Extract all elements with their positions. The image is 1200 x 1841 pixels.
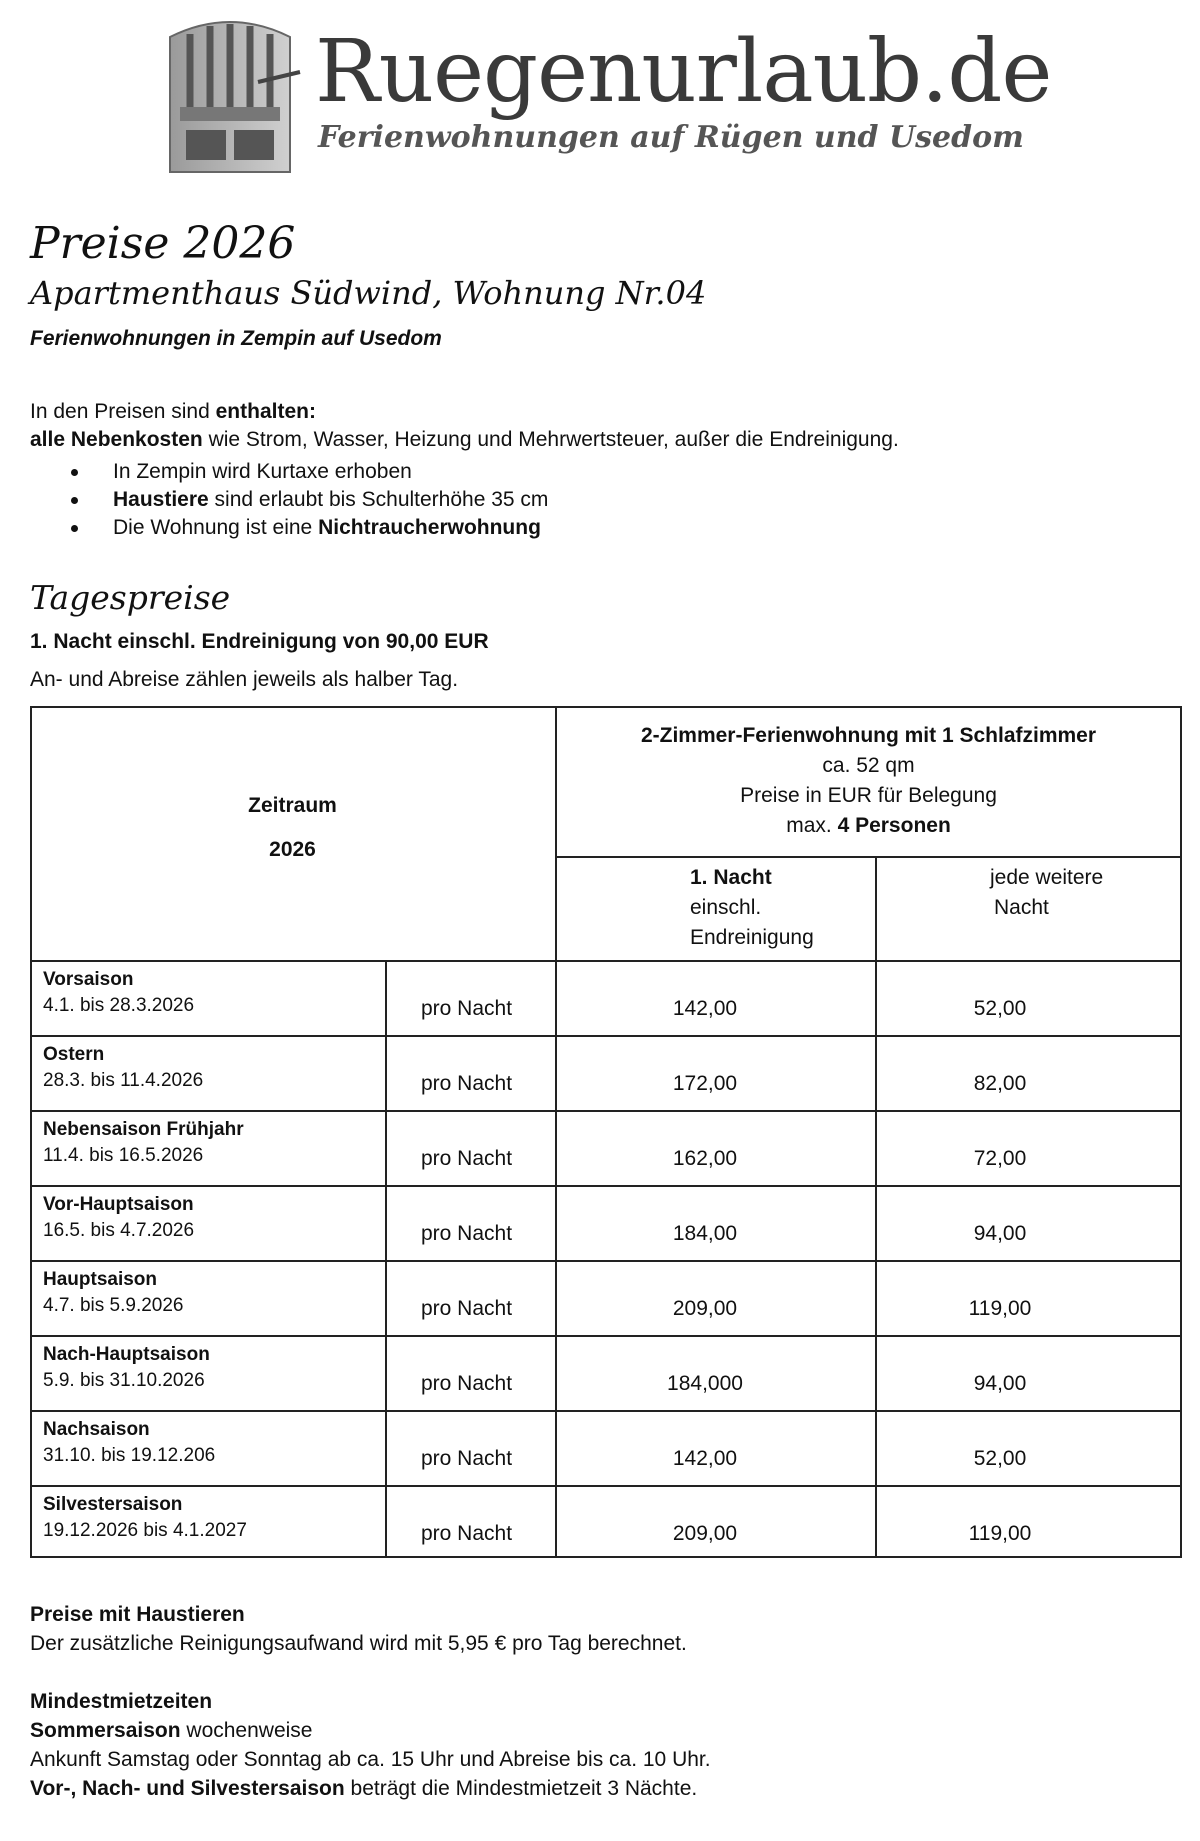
- season-name: Nachsaison: [43, 1419, 150, 1440]
- table-divider: [30, 1485, 1182, 1487]
- price-first-night: 172,00: [672, 1072, 738, 1095]
- price-next-night: 94,00: [973, 1222, 1027, 1245]
- bullet-list: [30, 458, 548, 542]
- price-next-night: 94,00: [973, 1372, 1027, 1395]
- season-dates: 11.4. bis 16.5.2026: [43, 1145, 204, 1166]
- section-title-tagespreise: Tagespreise: [30, 578, 231, 617]
- season-name: Nach-Hauptsaison: [43, 1344, 210, 1365]
- table-border: [30, 1556, 1182, 1558]
- price-table: [30, 706, 1182, 1558]
- price-unit: pro Nacht: [421, 1372, 513, 1395]
- intro-line-1: In den Preisen sind enthalten:: [30, 400, 316, 423]
- pets-title: Preise mit Haustieren: [30, 1603, 245, 1626]
- price-first-night: 209,00: [672, 1522, 738, 1545]
- apartment-occupancy: max. 4 Personen: [786, 814, 951, 837]
- price-first-night: 162,00: [672, 1147, 738, 1170]
- price-unit: pro Nacht: [421, 1447, 513, 1470]
- intro-line-2: alle Nebenkosten wie Strom, Wasser, Heizung und Mehrwertsteuer, außer die Endreinigung.: [30, 428, 899, 451]
- table-divider: [30, 1185, 1182, 1187]
- beach-chair-icon: [150, 12, 310, 182]
- price-first-night: 209,00: [672, 1297, 738, 1320]
- table-divider: [555, 856, 1182, 858]
- col-first-night-label: 1. Nacht: [690, 866, 772, 889]
- header-year: 2026: [269, 838, 316, 861]
- col-first-night-label-3: Endreinigung: [690, 926, 814, 949]
- season-name: Hauptsaison: [43, 1269, 158, 1290]
- arrival-note: An- und Abreise zählen jeweils als halber Tag.: [30, 668, 459, 691]
- table-divider: [30, 1335, 1182, 1337]
- season-dates: 4.1. bis 28.3.2026: [43, 995, 195, 1016]
- location-line: Ferienwohnungen in Zempin auf Usedom: [30, 327, 442, 350]
- bullet-icon: [71, 525, 78, 532]
- bullet-item: In Zempin wird Kurtaxe erhoben: [30, 458, 548, 486]
- table-divider: [30, 960, 1182, 962]
- season-dates: 28.3. bis 11.4.2026: [43, 1070, 204, 1091]
- price-first-night: 142,00: [672, 1447, 738, 1470]
- footer-info: [30, 1600, 711, 1803]
- bullet-item: Haustiere sind erlaubt bis Schulterhöhe 35 cm: [30, 486, 548, 514]
- arrival-rule: Ankunft Samstag oder Sonntag ab ca. 15 Uhr und Abreise bis ca. 10 Uhr.: [30, 1748, 711, 1771]
- min-stay-title: Mindestmietzeiten: [30, 1690, 213, 1713]
- brand-name: Ruegenurlaub.de: [315, 22, 1052, 122]
- season-name: Silvestersaison: [43, 1494, 183, 1515]
- table-divider: [30, 1260, 1182, 1262]
- season-dates: 5.9. bis 31.10.2026: [43, 1370, 205, 1391]
- season-dates: 31.10. bis 19.12.206: [43, 1445, 216, 1466]
- table-divider: [385, 960, 387, 1558]
- price-next-night: 52,00: [973, 997, 1027, 1020]
- price-first-night: 184,00: [672, 1222, 738, 1245]
- table-divider: [30, 1035, 1182, 1037]
- season-name: Vorsaison: [43, 969, 134, 990]
- bullet-icon: [71, 497, 78, 504]
- price-unit: pro Nacht: [421, 1147, 513, 1170]
- season-dates: 4.7. bis 5.9.2026: [43, 1295, 184, 1316]
- bullet-item: Die Wohnung ist eine Nichtraucherwohnung: [30, 514, 548, 542]
- price-next-night: 82,00: [973, 1072, 1027, 1095]
- logo: [150, 12, 1052, 187]
- season-dates: 16.5. bis 4.7.2026: [43, 1220, 195, 1241]
- col-next-night-label: jede weitere: [990, 866, 1104, 889]
- price-next-night: 119,00: [968, 1522, 1032, 1545]
- price-next-night: 52,00: [973, 1447, 1027, 1470]
- header-zeitraum: Zeitraum: [248, 794, 337, 817]
- season-dates: 19.12.2026 bis 4.1.2027: [43, 1520, 247, 1541]
- season-name: Ostern: [43, 1044, 105, 1065]
- season-name: Nebensaison Frühjahr: [43, 1119, 244, 1140]
- intro-text: [30, 398, 899, 454]
- price-first-night: 142,00: [672, 997, 738, 1020]
- price-unit: pro Nacht: [421, 1222, 513, 1245]
- col-first-night-label-2: einschl.: [690, 896, 762, 919]
- table-border: [30, 706, 32, 1558]
- table-border: [30, 706, 1182, 708]
- bullet-icon: [71, 469, 78, 476]
- page-title: Preise 2026: [30, 218, 296, 269]
- first-night-note: 1. Nacht einschl. Endreinigung von 90,00 EUR: [30, 630, 489, 653]
- price-first-night: 184,000: [667, 1372, 743, 1395]
- other-seasons-rule: Vor-, Nach- und Silvestersaison beträgt die Mindestmietzeit 3 Nächte.: [30, 1777, 698, 1800]
- price-next-night: 119,00: [968, 1297, 1032, 1320]
- price-unit: pro Nacht: [421, 997, 513, 1020]
- summer-rule: Sommersaison wochenweise: [30, 1719, 313, 1742]
- apartment-price-note: Preise in EUR für Belegung: [740, 784, 997, 807]
- price-unit: pro Nacht: [421, 1522, 513, 1545]
- pets-text: Der zusätzliche Reinigungsaufwand wird mit 5,95 € pro Tag berechnet.: [30, 1632, 687, 1655]
- apartment-title: 2-Zimmer-Ferienwohnung mit 1 Schlafzimmer: [640, 724, 1097, 747]
- season-name: Vor-Hauptsaison: [43, 1194, 194, 1215]
- page-subtitle: Apartmenthaus Südwind, Wohnung Nr.04: [30, 274, 707, 312]
- table-divider: [30, 1110, 1182, 1112]
- col-next-night-label-2: Nacht: [994, 896, 1049, 919]
- brand-tagline: Ferienwohnungen auf Rügen und Usedom: [318, 120, 1024, 155]
- table-divider: [30, 1410, 1182, 1412]
- price-next-night: 72,00: [973, 1147, 1027, 1170]
- price-unit: pro Nacht: [421, 1072, 513, 1095]
- price-unit: pro Nacht: [421, 1297, 513, 1320]
- apartment-size: ca. 52 qm: [822, 754, 915, 777]
